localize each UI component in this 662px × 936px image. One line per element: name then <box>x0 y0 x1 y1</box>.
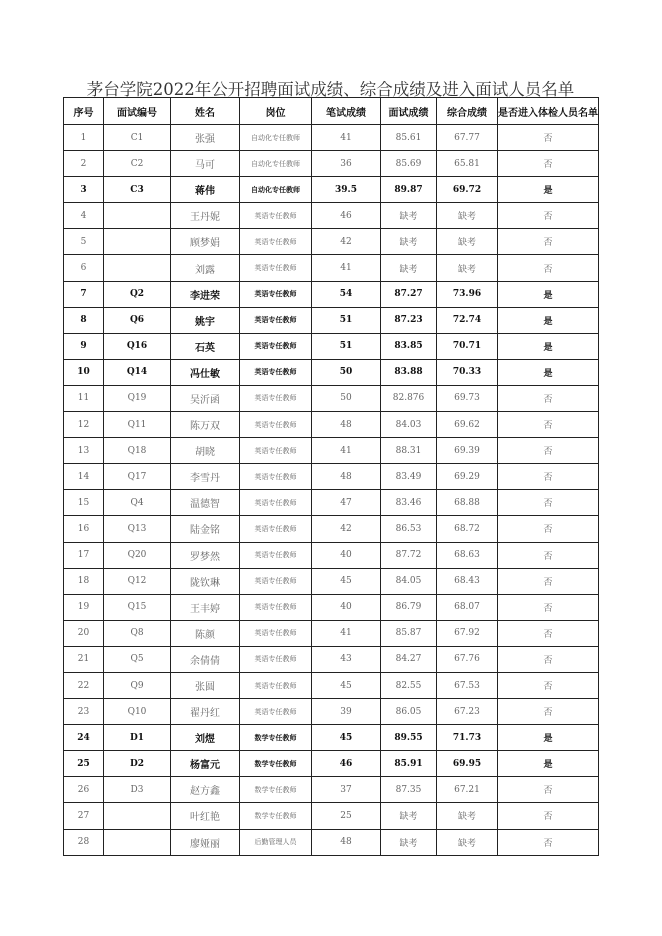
cell-position: 英语专任教师 <box>240 359 312 385</box>
cell-interview-id <box>104 255 171 281</box>
cell-interview-score: 缺考 <box>381 803 437 829</box>
table-row <box>64 620 599 646</box>
cell-position: 英语专任教师 <box>240 568 312 594</box>
col-header-interview-score: 面试成绩 <box>381 98 437 125</box>
cell-name: 翟丹红 <box>171 699 240 725</box>
cell-name: 刘露 <box>171 255 240 281</box>
cell-name: 马可 <box>171 151 240 177</box>
table-row <box>64 255 599 281</box>
table-row <box>64 359 599 385</box>
cell-interview-id: C1 <box>104 125 171 151</box>
cell-written-score: 50 <box>312 359 381 385</box>
cell-interview-id: Q6 <box>104 307 171 333</box>
cell-total-score: 67.23 <box>437 699 498 725</box>
cell-name: 杨富元 <box>171 751 240 777</box>
cell-row-no: 6 <box>64 255 104 281</box>
cell-name: 温德智 <box>171 490 240 516</box>
cell-written-score: 41 <box>312 255 381 281</box>
cell-total-score: 69.72 <box>437 177 498 203</box>
cell-interview-id: Q15 <box>104 594 171 620</box>
cell-interview-id: Q11 <box>104 412 171 438</box>
table-row <box>64 307 599 333</box>
cell-interview-score: 缺考 <box>381 229 437 255</box>
cell-row-no: 10 <box>64 359 104 385</box>
cell-written-score: 41 <box>312 438 381 464</box>
cell-total-score: 68.07 <box>437 594 498 620</box>
cell-interview-score: 88.31 <box>381 438 437 464</box>
cell-written-score: 46 <box>312 751 381 777</box>
cell-interview-score: 86.53 <box>381 516 437 542</box>
cell-written-score: 45 <box>312 568 381 594</box>
cell-written-score: 36 <box>312 151 381 177</box>
cell-total-score: 69.39 <box>437 438 498 464</box>
cell-row-no: 23 <box>64 699 104 725</box>
cell-interview-id: D3 <box>104 777 171 803</box>
cell-interview-score: 82.55 <box>381 672 437 698</box>
cell-medical-check: 否 <box>498 203 599 229</box>
cell-medical-check: 是 <box>498 307 599 333</box>
table-row <box>64 177 599 203</box>
table-row <box>64 385 599 411</box>
cell-position: 后勤管理人员 <box>240 829 312 855</box>
cell-interview-id: C3 <box>104 177 171 203</box>
cell-total-score: 67.53 <box>437 672 498 698</box>
cell-medical-check: 否 <box>498 229 599 255</box>
cell-row-no: 1 <box>64 125 104 151</box>
table-row <box>64 829 599 855</box>
cell-medical-check: 否 <box>498 542 599 568</box>
cell-total-score: 67.92 <box>437 620 498 646</box>
table-row <box>64 151 599 177</box>
cell-interview-score: 84.05 <box>381 568 437 594</box>
cell-interview-id: Q4 <box>104 490 171 516</box>
cell-interview-score: 87.35 <box>381 777 437 803</box>
cell-medical-check: 否 <box>498 699 599 725</box>
cell-name: 刘煜 <box>171 725 240 751</box>
cell-written-score: 37 <box>312 777 381 803</box>
cell-name: 顾梦娟 <box>171 229 240 255</box>
cell-interview-id: Q14 <box>104 359 171 385</box>
cell-position: 英语专任教师 <box>240 281 312 307</box>
table-row <box>64 438 599 464</box>
cell-interview-score: 82.876 <box>381 385 437 411</box>
cell-interview-id: Q20 <box>104 542 171 568</box>
table-row <box>64 229 599 255</box>
cell-written-score: 46 <box>312 203 381 229</box>
cell-interview-score: 87.27 <box>381 281 437 307</box>
cell-medical-check: 否 <box>498 620 599 646</box>
cell-medical-check: 否 <box>498 803 599 829</box>
cell-medical-check: 否 <box>498 672 599 698</box>
cell-interview-id: Q17 <box>104 464 171 490</box>
cell-position: 英语专任教师 <box>240 464 312 490</box>
cell-position: 英语专任教师 <box>240 229 312 255</box>
cell-interview-id: Q18 <box>104 438 171 464</box>
cell-total-score: 68.43 <box>437 568 498 594</box>
cell-row-no: 18 <box>64 568 104 594</box>
col-header-written-score: 笔试成绩 <box>312 98 381 125</box>
cell-row-no: 26 <box>64 777 104 803</box>
cell-total-score: 67.76 <box>437 646 498 672</box>
cell-name: 廖娅丽 <box>171 829 240 855</box>
cell-interview-score: 缺考 <box>381 829 437 855</box>
cell-interview-id: Q9 <box>104 672 171 698</box>
cell-row-no: 13 <box>64 438 104 464</box>
table-row <box>64 333 599 359</box>
cell-interview-score: 84.27 <box>381 646 437 672</box>
cell-interview-score: 85.87 <box>381 620 437 646</box>
cell-interview-score: 缺考 <box>381 255 437 281</box>
table-row <box>64 803 599 829</box>
cell-name: 石英 <box>171 333 240 359</box>
table-row <box>64 672 599 698</box>
cell-interview-score: 84.03 <box>381 412 437 438</box>
cell-position: 数学专任教师 <box>240 803 312 829</box>
document-title: 茅台学院2022年公开招聘面试成绩、综合成绩及进入面试人员名单 <box>86 80 575 99</box>
cell-interview-score: 86.79 <box>381 594 437 620</box>
cell-written-score: 39.5 <box>312 177 381 203</box>
cell-medical-check: 否 <box>498 594 599 620</box>
cell-medical-check: 否 <box>498 255 599 281</box>
cell-total-score: 缺考 <box>437 255 498 281</box>
cell-position: 英语专任教师 <box>240 255 312 281</box>
cell-row-no: 12 <box>64 412 104 438</box>
cell-total-score: 缺考 <box>437 829 498 855</box>
cell-written-score: 51 <box>312 333 381 359</box>
cell-interview-id <box>104 829 171 855</box>
cell-row-no: 27 <box>64 803 104 829</box>
cell-medical-check: 是 <box>498 177 599 203</box>
cell-row-no: 19 <box>64 594 104 620</box>
cell-position: 英语专任教师 <box>240 542 312 568</box>
cell-medical-check: 否 <box>498 385 599 411</box>
cell-interview-score: 87.72 <box>381 542 437 568</box>
cell-position: 数学专任教师 <box>240 751 312 777</box>
table-row <box>64 490 599 516</box>
cell-name: 王丹妮 <box>171 203 240 229</box>
cell-position: 英语专任教师 <box>240 438 312 464</box>
cell-interview-score: 83.49 <box>381 464 437 490</box>
cell-position: 英语专任教师 <box>240 646 312 672</box>
cell-row-no: 5 <box>64 229 104 255</box>
cell-interview-score: 83.85 <box>381 333 437 359</box>
cell-medical-check: 否 <box>498 568 599 594</box>
cell-name: 吴沂函 <box>171 385 240 411</box>
cell-interview-score: 缺考 <box>381 203 437 229</box>
table-row <box>64 412 599 438</box>
cell-written-score: 41 <box>312 125 381 151</box>
cell-interview-id: D2 <box>104 751 171 777</box>
cell-written-score: 42 <box>312 229 381 255</box>
cell-interview-id: Q5 <box>104 646 171 672</box>
table-row <box>64 699 599 725</box>
cell-name: 王丰婷 <box>171 594 240 620</box>
cell-total-score: 69.95 <box>437 751 498 777</box>
cell-total-score: 70.71 <box>437 333 498 359</box>
cell-name: 叶红艳 <box>171 803 240 829</box>
cell-interview-id <box>104 203 171 229</box>
cell-position: 数学专任教师 <box>240 725 312 751</box>
cell-row-no: 28 <box>64 829 104 855</box>
cell-row-no: 3 <box>64 177 104 203</box>
table-row <box>64 281 599 307</box>
table-row <box>64 725 599 751</box>
cell-interview-score: 86.05 <box>381 699 437 725</box>
cell-written-score: 51 <box>312 307 381 333</box>
cell-written-score: 48 <box>312 412 381 438</box>
cell-written-score: 45 <box>312 725 381 751</box>
cell-medical-check: 否 <box>498 777 599 803</box>
table-row <box>64 125 599 151</box>
cell-name: 张圆 <box>171 672 240 698</box>
cell-total-score: 67.21 <box>437 777 498 803</box>
cell-interview-score: 83.88 <box>381 359 437 385</box>
cell-medical-check: 否 <box>498 438 599 464</box>
cell-name: 冯仕敏 <box>171 359 240 385</box>
cell-medical-check: 否 <box>498 516 599 542</box>
table-row <box>64 568 599 594</box>
cell-name: 陈颜 <box>171 620 240 646</box>
cell-total-score: 69.29 <box>437 464 498 490</box>
cell-row-no: 20 <box>64 620 104 646</box>
cell-written-score: 47 <box>312 490 381 516</box>
cell-row-no: 22 <box>64 672 104 698</box>
header-row <box>64 98 599 125</box>
cell-medical-check: 是 <box>498 751 599 777</box>
cell-row-no: 7 <box>64 281 104 307</box>
cell-name: 赵方鑫 <box>171 777 240 803</box>
cell-position: 英语专任教师 <box>240 699 312 725</box>
cell-medical-check: 是 <box>498 359 599 385</box>
cell-total-score: 71.73 <box>437 725 498 751</box>
cell-position: 英语专任教师 <box>240 307 312 333</box>
cell-interview-id: Q8 <box>104 620 171 646</box>
cell-row-no: 21 <box>64 646 104 672</box>
cell-row-no: 15 <box>64 490 104 516</box>
cell-row-no: 17 <box>64 542 104 568</box>
cell-row-no: 16 <box>64 516 104 542</box>
cell-total-score: 68.88 <box>437 490 498 516</box>
cell-interview-id: Q2 <box>104 281 171 307</box>
cell-position: 英语专任教师 <box>240 490 312 516</box>
cell-total-score: 69.62 <box>437 412 498 438</box>
cell-position: 英语专任教师 <box>240 672 312 698</box>
cell-name: 蒋伟 <box>171 177 240 203</box>
cell-written-score: 25 <box>312 803 381 829</box>
table-row <box>64 516 599 542</box>
cell-interview-id: Q10 <box>104 699 171 725</box>
cell-position: 英语专任教师 <box>240 333 312 359</box>
cell-written-score: 39 <box>312 699 381 725</box>
cell-position: 数学专任教师 <box>240 777 312 803</box>
cell-medical-check: 否 <box>498 464 599 490</box>
cell-total-score: 72.74 <box>437 307 498 333</box>
cell-total-score: 70.33 <box>437 359 498 385</box>
cell-medical-check: 否 <box>498 151 599 177</box>
cell-interview-id: D1 <box>104 725 171 751</box>
cell-total-score: 缺考 <box>437 803 498 829</box>
cell-total-score: 65.81 <box>437 151 498 177</box>
cell-medical-check: 是 <box>498 333 599 359</box>
cell-name: 姚宇 <box>171 307 240 333</box>
cell-total-score: 68.72 <box>437 516 498 542</box>
col-header-medical-check: 是否进入体检人员名单 <box>498 98 599 125</box>
cell-name: 李雪丹 <box>171 464 240 490</box>
cell-interview-id: Q12 <box>104 568 171 594</box>
cell-interview-score: 89.55 <box>381 725 437 751</box>
cell-total-score: 缺考 <box>437 203 498 229</box>
cell-position: 英语专任教师 <box>240 385 312 411</box>
table-row <box>64 777 599 803</box>
cell-interview-score: 89.87 <box>381 177 437 203</box>
cell-written-score: 45 <box>312 672 381 698</box>
cell-medical-check: 否 <box>498 412 599 438</box>
cell-row-no: 25 <box>64 751 104 777</box>
cell-row-no: 24 <box>64 725 104 751</box>
cell-written-score: 48 <box>312 829 381 855</box>
cell-written-score: 43 <box>312 646 381 672</box>
cell-total-score: 69.73 <box>437 385 498 411</box>
cell-interview-score: 83.46 <box>381 490 437 516</box>
cell-written-score: 50 <box>312 385 381 411</box>
cell-position: 自动化专任教师 <box>240 125 312 151</box>
cell-position: 英语专任教师 <box>240 594 312 620</box>
cell-name: 余倩倩 <box>171 646 240 672</box>
cell-medical-check: 否 <box>498 125 599 151</box>
cell-written-score: 48 <box>312 464 381 490</box>
cell-position: 英语专任教师 <box>240 620 312 646</box>
cell-interview-score: 85.61 <box>381 125 437 151</box>
cell-interview-id <box>104 229 171 255</box>
cell-position: 英语专任教师 <box>240 203 312 229</box>
cell-name: 陈万双 <box>171 412 240 438</box>
table-row <box>64 542 599 568</box>
cell-interview-score: 87.23 <box>381 307 437 333</box>
cell-medical-check: 是 <box>498 281 599 307</box>
table-row <box>64 594 599 620</box>
cell-position: 自动化专任教师 <box>240 151 312 177</box>
cell-written-score: 54 <box>312 281 381 307</box>
cell-row-no: 9 <box>64 333 104 359</box>
cell-name: 陇钦琳 <box>171 568 240 594</box>
cell-row-no: 11 <box>64 385 104 411</box>
cell-position: 英语专任教师 <box>240 412 312 438</box>
cell-interview-id: Q19 <box>104 385 171 411</box>
results-table <box>63 97 599 856</box>
cell-medical-check: 是 <box>498 725 599 751</box>
cell-position: 自动化专任教师 <box>240 177 312 203</box>
cell-interview-id: Q13 <box>104 516 171 542</box>
col-header-interview-id: 面试编号 <box>104 98 171 125</box>
cell-name: 罗梦然 <box>171 542 240 568</box>
cell-position: 英语专任教师 <box>240 516 312 542</box>
cell-total-score: 67.77 <box>437 125 498 151</box>
cell-total-score: 73.96 <box>437 281 498 307</box>
cell-interview-score: 85.91 <box>381 751 437 777</box>
table-row <box>64 464 599 490</box>
cell-written-score: 42 <box>312 516 381 542</box>
cell-row-no: 8 <box>64 307 104 333</box>
col-header-name: 姓名 <box>171 98 240 125</box>
cell-row-no: 4 <box>64 203 104 229</box>
col-header-total-score: 综合成绩 <box>437 98 498 125</box>
cell-total-score: 68.63 <box>437 542 498 568</box>
col-header-no: 序号 <box>64 98 104 125</box>
cell-interview-id: C2 <box>104 151 171 177</box>
cell-medical-check: 否 <box>498 490 599 516</box>
cell-written-score: 40 <box>312 594 381 620</box>
cell-written-score: 40 <box>312 542 381 568</box>
cell-name: 李进荣 <box>171 281 240 307</box>
cell-name: 陆金铭 <box>171 516 240 542</box>
table-row <box>64 646 599 672</box>
cell-name: 张强 <box>171 125 240 151</box>
cell-medical-check: 否 <box>498 646 599 672</box>
cell-written-score: 41 <box>312 620 381 646</box>
cell-name: 胡晓 <box>171 438 240 464</box>
cell-total-score: 缺考 <box>437 229 498 255</box>
table-row <box>64 751 599 777</box>
cell-medical-check: 否 <box>498 829 599 855</box>
table-row <box>64 203 599 229</box>
cell-interview-id: Q16 <box>104 333 171 359</box>
cell-interview-score: 85.69 <box>381 151 437 177</box>
cell-row-no: 14 <box>64 464 104 490</box>
col-header-position: 岗位 <box>240 98 312 125</box>
cell-row-no: 2 <box>64 151 104 177</box>
cell-interview-id <box>104 803 171 829</box>
